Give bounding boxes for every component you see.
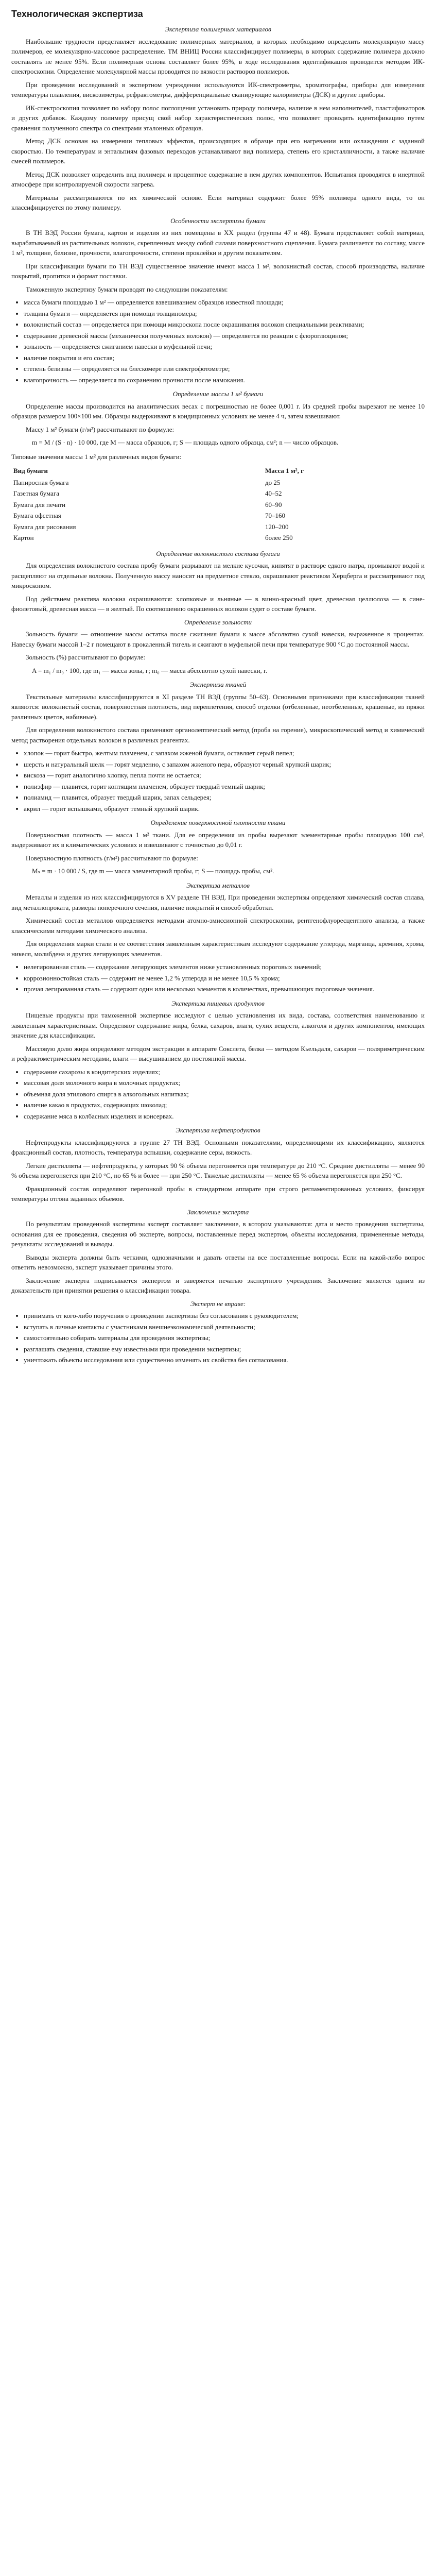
table-cell: Бумага для рисования bbox=[13, 522, 76, 531]
section bbox=[11, 389, 425, 544]
paragraph: Выводы эксперта должны быть четкими, однозначными и давать ответы на все поставленные вопросы. Если на какой-либо вопрос ответить невозможно, эксперт указывает причины этого. bbox=[11, 1253, 425, 1271]
table-cell: Бумага для печати bbox=[13, 500, 66, 509]
section-heading: Определение массы 1 м² бумаги bbox=[172, 390, 264, 398]
list-item: • наличие какао в продуктах, содержащих шоколад; bbox=[24, 1100, 425, 1110]
table-cell: Папиросная бумага bbox=[13, 478, 69, 486]
list-item: • зольность — определяется сжиганием навески в муфельной печи; bbox=[24, 342, 425, 352]
table-cell: до 25 bbox=[265, 478, 281, 486]
bullet-list bbox=[11, 1067, 425, 1122]
table-cell: Газетная бумага bbox=[13, 489, 59, 497]
paragraph: Таможенную экспертизу бумаги проводят по следующим показателям: bbox=[26, 285, 228, 293]
section-heading: Экспертиза металлов bbox=[186, 881, 250, 889]
section bbox=[11, 1299, 425, 1365]
section-heading: Экспертиза полимерных материалов bbox=[165, 25, 271, 33]
paragraph: Легкие дистилляты — нефтепродукты, у которых 90 % объема перегоняется при температуре до 210 °C. Средние дистилляты — менее 90 % объема перегоняется при 210 °C, но 65 % и более — при 250 °C. Тяжелые дистилляты — менее 65 % объема перегоняется при 250 °C. bbox=[11, 1161, 425, 1179]
section-heading: Заключение эксперта bbox=[187, 1208, 249, 1216]
table-row bbox=[11, 510, 425, 521]
list-item: • уничтожать объекты исследования или существенно изменять их свойства без согласования. bbox=[24, 1355, 425, 1365]
paragraph: Поверхностную плотность (г/м²) рассчитывают по формуле: bbox=[26, 854, 198, 862]
list-item: • содержание древесной массы (механически полученных волокон) — определяется по реакции с флороглюцином; bbox=[24, 331, 425, 341]
list-item: • степень белизны — определяется на блескомере или спектрофотометре; bbox=[24, 364, 425, 374]
list-item: • массовая доля молочного жира в молочных продуктах; bbox=[24, 1078, 425, 1088]
paragraph: Фракционный состав определяют перегонкой пробы в стандартном аппарате при строго регламентированных условиях, фиксируя температуры отгона заданных объемов. bbox=[11, 1184, 425, 1202]
table-row bbox=[11, 477, 425, 488]
section-heading: Экспертиза пищевых продуктов bbox=[171, 999, 265, 1007]
paragraph: Под действием реактива волокна окрашиваются: хлопковые и льняные — в винно-красный цвет, древесная целлюлоза — в сине-фиолетовый, древесная масса — в желтый. По соотношению окрашенных волокон судят о составе бумаги. bbox=[11, 595, 425, 613]
paragraph: Нефтепродукты классифицируются в группе 27 ТН ВЭД. Основными показателями, определяющими их классификацию, являются фракционный состав, плотность, температура вспышки, содержание серы, вязкость. bbox=[11, 1138, 425, 1156]
table-cell: Бумага офсетная bbox=[13, 512, 61, 519]
table-cell: более 250 bbox=[265, 534, 293, 541]
bullet-list bbox=[11, 962, 425, 994]
list-item: • содержание сахарозы в кондитерских изделиях; bbox=[24, 1067, 425, 1077]
table-row bbox=[11, 532, 425, 544]
table-cell: 70–160 bbox=[265, 512, 285, 519]
table-cell: 120–200 bbox=[265, 522, 289, 531]
section bbox=[11, 1207, 425, 1296]
paragraph: По результатам проведенной экспертизы эксперт составляет заключение, в котором указываются: дата и место проведения экспертизы, основания для ее проведения, сведения об эксперте, вопросы, поставленные перед экспертом, объекты исследования, примененные методы, результаты исследований и выводы. bbox=[11, 1220, 425, 1248]
section bbox=[11, 617, 425, 676]
paragraph: Массовую долю жира определяют методом экстракции в аппарате Сокслета, белка — методом Кьельдаля, сахаров — поляриметрическим и рефрактометрическим методами, влаги — высушиванием до постоянной массы. bbox=[11, 1044, 425, 1062]
list-item: • толщина бумаги — определяется при помощи толщиномера; bbox=[24, 309, 425, 319]
paragraph: Зольность бумаги — отношение массы остатка после сжигания бумаги к массе абсолютно сухой навески, выраженное в процентах. Навеску бумаги массой 1–2 г помещают в прокаленный тигель и сжигают в муфельной печи при температуре 900 °C до постоянной массы. bbox=[11, 630, 425, 648]
section bbox=[11, 216, 425, 385]
table-header-cell: Масса 1 м², г bbox=[265, 467, 304, 474]
table-cell: 60–90 bbox=[265, 500, 282, 509]
paragraph: При проведении исследований в экспертном учреждении используются ИК-спектрометры, хроматографы, приборы для измерения температуры плавления, вискозиметры, рефрактометры, дифференциальные сканирующие калориметры (ДСК) и другие приборы. bbox=[11, 80, 425, 98]
bullet-list bbox=[11, 297, 425, 385]
list-item: • нелегированная сталь — содержание легирующих элементов ниже установленных пороговых значений; bbox=[24, 962, 425, 972]
paragraph: Для определения марки стали и ее соответствия заявленным характеристикам исследуют содержание углерода, марганца, кремния, хрома, никеля, молибдена и других легирующих элементов. bbox=[11, 940, 425, 958]
paragraph: Материалы рассматриваются по их химической основе. Если материал содержит более 95% полимера одного вида, то он классифицируется по этому полимеру. bbox=[11, 193, 425, 211]
list-item: • шерсть и натуральный шелк — горят медленно, с запахом жженого пера, образуют черный хрупкий шарик; bbox=[24, 759, 425, 770]
data-table bbox=[11, 465, 425, 544]
section bbox=[11, 549, 425, 614]
list-item: • полиамид — плавится, образует твердый шарик, запах сельдерея; bbox=[24, 792, 425, 803]
section bbox=[11, 24, 425, 213]
paragraph: Для определения волокнистого состава пробу бумаги разрывают на мелкие кусочки, кипятят в растворе едкого натра, промывают водой и расщепляют на отдельные волокна. Полученную массу наносят на предметное стекло, окрашивают реактивом Херцберга и рассматривают под микроскопом. bbox=[11, 562, 425, 589]
list-item: • полиэфир — плавится, горит коптящим пламенем, образует твердый темный шарик; bbox=[24, 782, 425, 792]
section-heading: Определение поверхностной плотности ткани bbox=[150, 819, 286, 826]
list-item: • разглашать сведения, ставшие ему известными при проведении экспертизы; bbox=[24, 1344, 425, 1354]
section-heading: Эксперт не вправе: bbox=[190, 1299, 246, 1308]
list-item: • масса бумаги площадью 1 м² — определяется взвешиванием образцов известной площади; bbox=[24, 297, 425, 308]
list-item: • наличие покрытия и его состав; bbox=[24, 353, 425, 363]
table-header-row bbox=[11, 465, 425, 477]
paragraph: Металлы и изделия из них классифицируются в XV разделе ТН ВЭД. При проведении экспертизы определяют химический состав сплава, вид металлопроката, размеры поперечного сечения, наличие покрытий и способ обработки. bbox=[11, 893, 425, 911]
paragraph: При классификации бумаги по ТН ВЭД существенное значение имеют масса 1 м², волокнистый состав, способ производства, наличие покрытий, пропитки и формат поставки. bbox=[11, 262, 425, 280]
list-item: • хлопок — горит быстро, желтым пламенем, с запахом жженой бумаги, оставляет серый пепел; bbox=[24, 748, 425, 758]
document-title: Технологическая экспертиза bbox=[11, 9, 143, 19]
paragraph: Массу 1 м² бумаги (г/м²) рассчитывают по формуле: bbox=[26, 425, 175, 433]
paragraph: Заключение эксперта подписывается экспертом и заверяется печатью экспертного учреждения. Заключение является одним из доказательств при принятии решения о классификации товара. bbox=[11, 1276, 425, 1294]
table-row bbox=[11, 499, 425, 511]
section bbox=[11, 1125, 425, 1204]
section-heading: Особенности экспертизы бумаги bbox=[170, 216, 266, 225]
formula: Mₛ = m · 10 000 / S, где m — масса элементарной пробы, г; S — площадь пробы, см². bbox=[32, 867, 274, 875]
paragraph: Зольность (%) рассчитывают по формуле: bbox=[26, 653, 146, 661]
bullet-list bbox=[11, 1311, 425, 1365]
section bbox=[11, 880, 425, 994]
section-heading: Экспертиза нефтепродуктов bbox=[176, 1126, 260, 1134]
formula: m = M / (S · n) · 10 000, где M — масса образцов, г; S — площадь одного образца, см²; n — число образцов. bbox=[32, 438, 339, 446]
list-item: • содержание мяса в колбасных изделиях и консервах. bbox=[24, 1111, 425, 1122]
table-row bbox=[11, 488, 425, 499]
table-cell: 40–52 bbox=[265, 489, 282, 497]
table-row bbox=[11, 521, 425, 533]
section bbox=[11, 680, 425, 814]
list-item: • волокнистый состав — определяется при помощи микроскопа после окрашивания волокон специальными реактивами; bbox=[24, 319, 425, 330]
list-item: • коррозионностойкая сталь — содержит не менее 1,2 % углерода и не менее 10,5 % хрома; bbox=[24, 973, 425, 984]
list-item: • вступать в личные контакты с участниками внешнеэкономической деятельности; bbox=[24, 1322, 425, 1332]
list-item: • влагопрочность — определяется по сохранению прочности после намокания. bbox=[24, 375, 425, 385]
section bbox=[11, 998, 425, 1122]
paragraph: Наибольшие трудности представляет исследование полимерных материалов, в которых необходимо определить молекулярную массу полимеров, ее молекулярно-массовое распределение. ТМ ВНИЦ России классифицирует полимеры, в которых содержание полимера должно составлять не менее 95%. Если полимерная основа составляет более 95%, в ходе исследования идентификация проводится методом ИК-спектроскопии. Определение молекулярной массы проводится по вязкости растворов полимеров. bbox=[11, 37, 425, 75]
bullet-list bbox=[11, 748, 425, 814]
section-heading: Определение зольности bbox=[184, 618, 252, 626]
section-heading: Экспертиза тканей bbox=[189, 681, 247, 688]
list-item: • объемная доля этилового спирта в алкогольных напитках; bbox=[24, 1089, 425, 1099]
paragraph: Для определения волокнистого состава применяют органолептический метод (проба на горение), микроскопический метод и химический метод растворения отдельных волокон в различных реагентах. bbox=[11, 726, 425, 744]
table-cell: Картон bbox=[13, 534, 34, 541]
paragraph: Метод ДСК основан на измерении тепловых эффектов, происходящих в образце при его нагревании или охлаждении с заданной скоростью. По температурам и энтальпиям фазовых переходов устанавливают вид полимера, степень его кристалличности, а также наличие смесей полимеров. bbox=[11, 137, 425, 165]
table-header-cell: Вид бумаги bbox=[13, 467, 48, 474]
sections-container bbox=[11, 24, 425, 1365]
paragraph: Химический состав металлов определяется методами атомно-эмиссионной спектроскопии, рентгенофлуоресцентного анализа, а также классическими методами химического анализа. bbox=[11, 917, 425, 935]
paragraph: Поверхностная плотность — масса 1 м² ткани. Для ее определения из пробы вырезают элементарные пробы площадью 100 см², выдерживают их в климатических условиях и взвешивают с точностью до 0,01 г. bbox=[11, 831, 425, 849]
paragraph: Метод ДСК позволяет определить вид полимера и процентное содержание в нем других компонентов. Испытания проводятся в инертной атмосфере при контролируемой скорости нагрева. bbox=[11, 170, 425, 188]
paragraph: Определение массы производится на аналитических весах с погрешностью не более 0,001 г. Из средней пробы вырезают не менее 10 образцов размером 100×100 мм. Образцы выдерживают в кондиционных условиях не менее 4 ч, затем взвешивают. bbox=[11, 402, 425, 420]
paragraph: Текстильные материалы классифицируются в XI разделе ТН ВЭД (группы 50–63). Основными признаками при классификации тканей являются: волокнистый состав, поверхностная плотность, вид переплетения, способ отделки (отбеленные, неотбеленные, крашеные, из пряжи различных цветов, набивные). bbox=[11, 692, 425, 721]
paragraph: ИК-спектроскопия позволяет по набору полос поглощения установить природу полимера, наличие в нем наполнителей, пластификаторов и других добавок. Каждому полимеру присущ свой набор характеристических полос, что позволяет проводить идентификацию путем сравнения полученного спектра со спектрами эталонных образцов. bbox=[11, 104, 425, 132]
list-item: • принимать от кого-либо поручения о проведении экспертизы без согласования с руководителем; bbox=[24, 1311, 425, 1321]
list-item: • самостоятельно собирать материалы для проведения экспертизы; bbox=[24, 1333, 425, 1343]
list-item: • акрил — горит вспышками, образует темный хрупкий шарик. bbox=[24, 804, 425, 814]
table-caption: Типовые значения массы 1 м² для различных видов бумаги: bbox=[11, 452, 182, 461]
section bbox=[11, 818, 425, 876]
paragraph: В ТН ВЭД России бумага, картон и изделия из них помещены в XX раздел (группы 47 и 48). Бумага представляет собой материал, вырабатываемый из растительных волокон, скрепленных между собой силами поверхностного сцепления. Бумага различается по составу, массе 1 м², толщине, белизне, прочности, влагопрочности, степени проклейки и другим показателям. bbox=[11, 229, 425, 257]
list-item: • прочая легированная сталь — содержит один или несколько элементов в количествах, превышающих пороговые значения. bbox=[24, 984, 425, 994]
list-item: • вискоза — горит аналогично хлопку, пепла почти не остается; bbox=[24, 770, 425, 781]
paragraph: Пищевые продукты при таможенной экспертизе исследуют с целью установления их вида, состава, соответствия наименованию и заявленным характеристикам. Определяют содержание жира, белка, сахаров, влаги, сухих веществ, алкоголя и других компонентов, имеющих значение для классификации. bbox=[11, 1011, 425, 1039]
section-heading: Определение волокнистого состава бумаги bbox=[156, 549, 280, 557]
formula: A = m₁ / m₀ · 100, где m₁ — масса золы, г; m₀ — масса абсолютно сухой навески, г. bbox=[32, 666, 268, 674]
